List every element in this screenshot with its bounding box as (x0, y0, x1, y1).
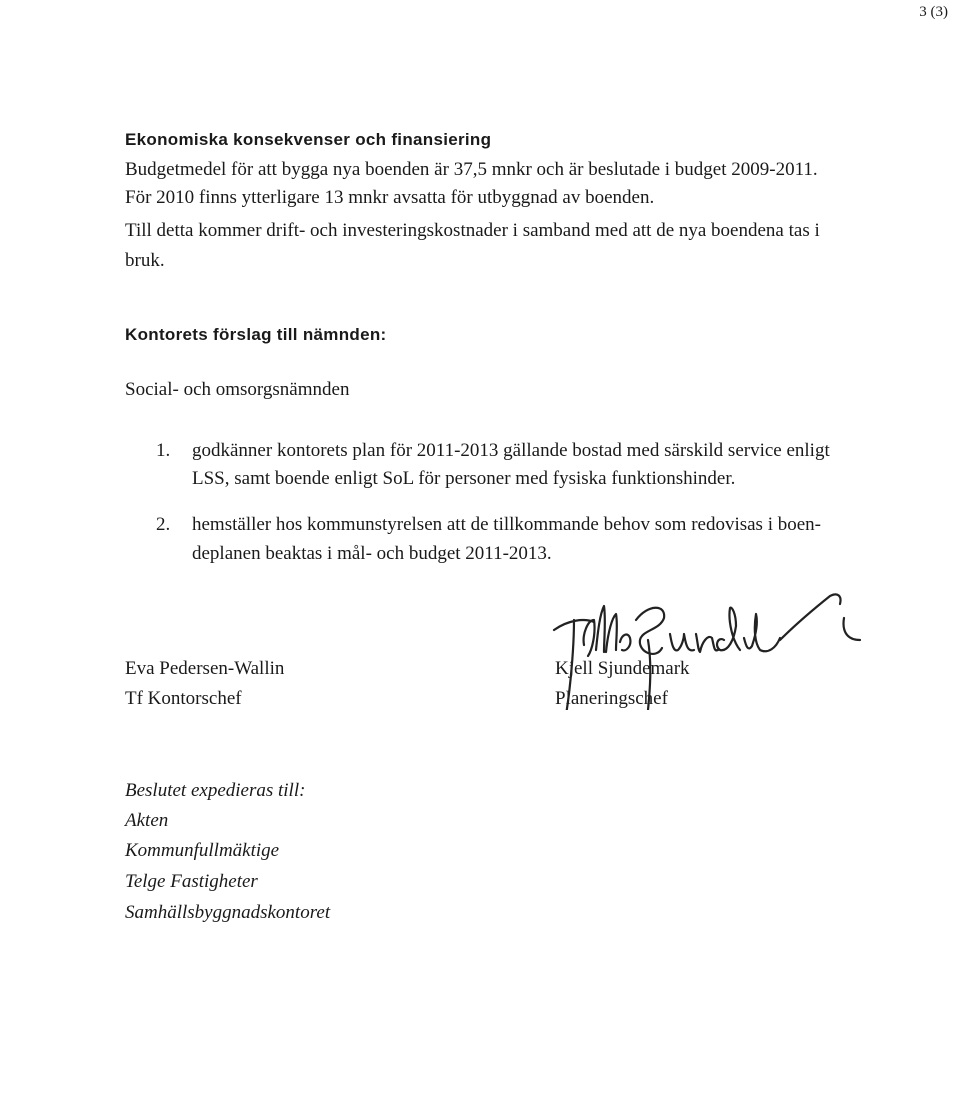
section-heading-economics: Ekonomiska konsekvenser och finansiering (125, 130, 492, 149)
list-item-line: hemställer hos kommunstyrelsen att de tillkommande behov som redovisas i boen- (192, 514, 821, 535)
signatory-left-name: Eva Pedersen-Wallin (125, 658, 285, 679)
distribution-recipient: Kommunfullmäktige (125, 840, 280, 861)
economics-line-3: Till detta kommer drift- och investeringskostnader i samband med att de nya boendena tas i (125, 220, 820, 241)
signatory-right-title: Planeringschef (555, 688, 668, 709)
economics-line-2: För 2010 finns ytterligare 13 mnkr avsatta för utbyggnad av boenden. (125, 187, 655, 208)
section-heading-proposal: Kontorets förslag till nämnden: (125, 325, 387, 344)
committee-name: Social- och omsorgsnämnden (125, 379, 350, 400)
list-item-line: deplanen beaktas i mål- och budget 2011-2013. (192, 543, 552, 564)
economics-line-1: Budgetmedel för att bygga nya boenden är 37,5 mnkr och är beslutade i budget 2009-2011. (125, 159, 818, 180)
distribution-heading: Beslutet expedieras till: (125, 780, 306, 801)
economics-line-4: bruk. (125, 250, 165, 271)
distribution-recipient: Samhällsbyggnadskontoret (125, 902, 331, 923)
handwritten-signature (548, 590, 878, 710)
signatory-left-title: Tf Kontorschef (125, 688, 242, 709)
list-item-number: 2. (156, 514, 171, 535)
list-item-line: godkänner kontorets plan för 2011-2013 gällande bostad med särskild service enligt (192, 440, 830, 461)
signatory-right-name: Kjell Sjundemark (555, 658, 690, 679)
list-item-number: 1. (156, 440, 171, 461)
distribution-recipient: Akten (125, 810, 169, 831)
list-item-line: LSS, samt boende enligt SoL för personer med fysiska funktionshinder. (192, 468, 736, 489)
page-number: 3 (3) (919, 4, 948, 20)
distribution-recipient: Telge Fastigheter (125, 871, 258, 892)
